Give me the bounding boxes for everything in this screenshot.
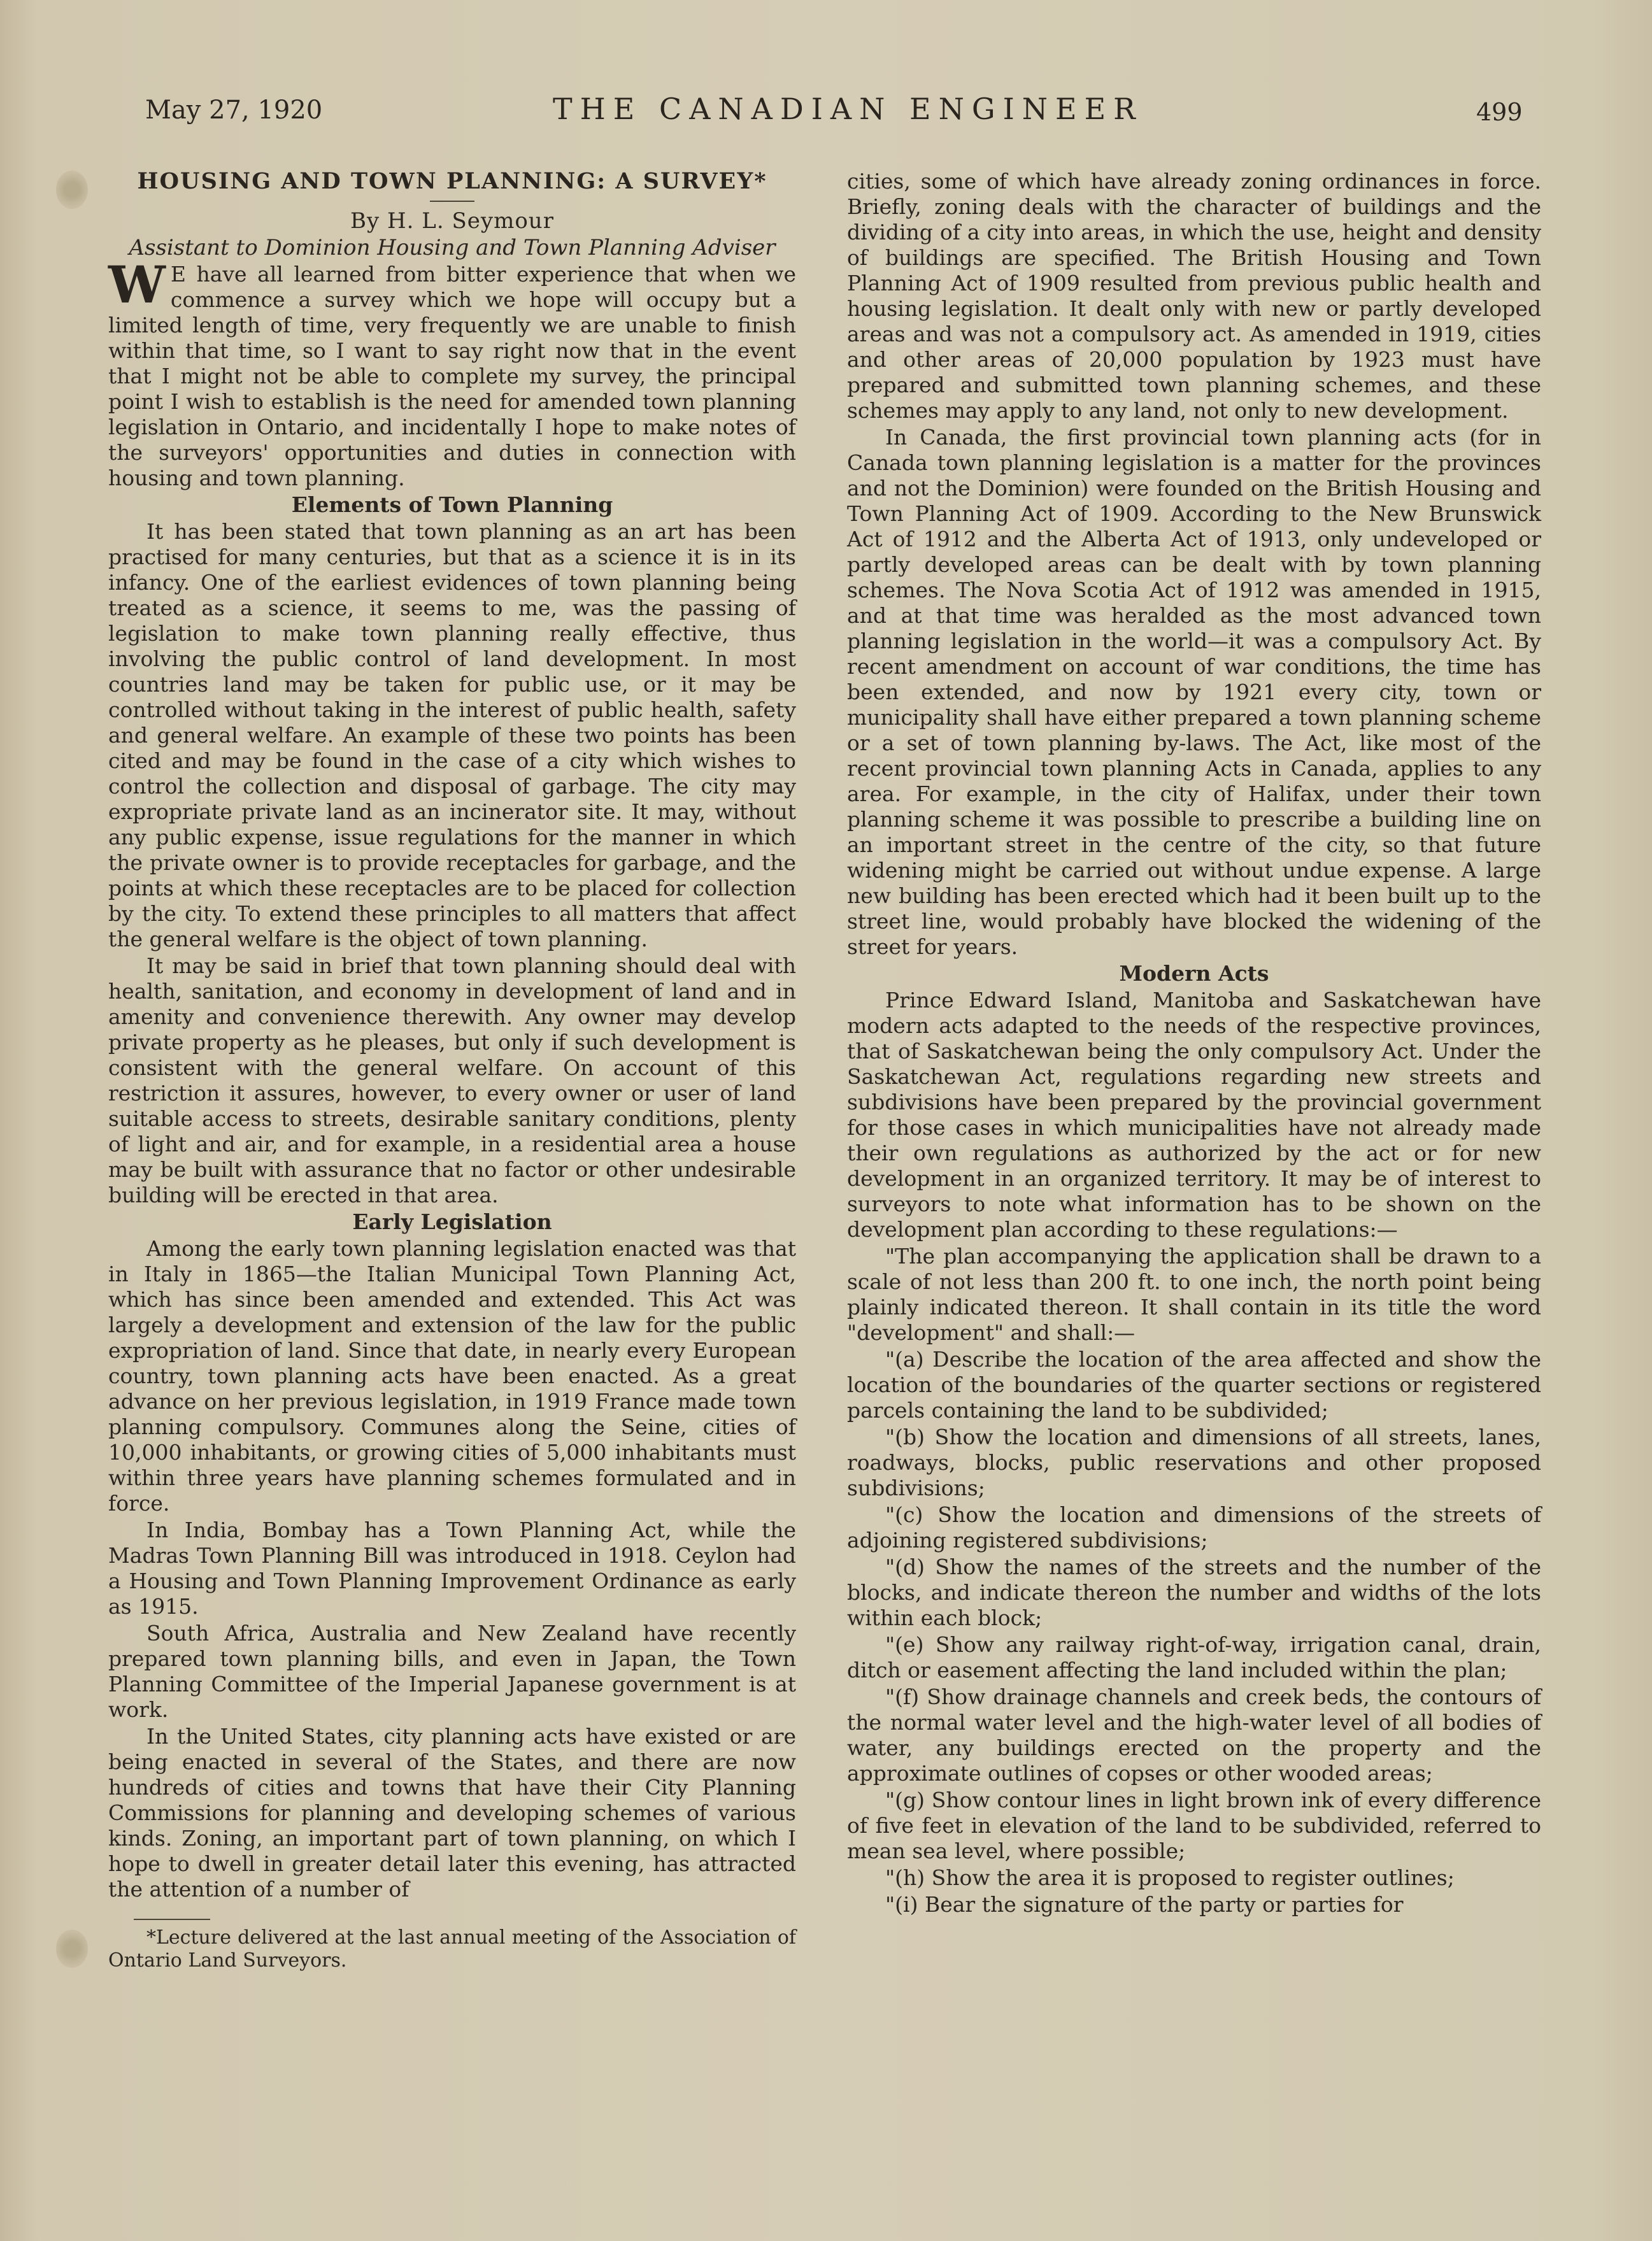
section-heading-early-legislation: Early Legislation <box>352 1209 552 1234</box>
drop-cap: W <box>108 255 166 315</box>
page-header <box>0 92 1652 140</box>
left-column <box>108 169 796 1974</box>
intro-text: E have all learned from bitter experience that when we commence a survey which we hope will occupy but a limited length of time, very frequently we are unable to finish within that time, so I want to say right now that in the event that I might not be able to complete my survey, the principal point I wish to establish is the need for amended town planning legislation in Ontario, and incidentally I hope to make notes of the surveyors' opportunities and duties in connection with housing and town planning. <box>108 262 796 490</box>
regulation-item: "(g) Show contour lines in light brown ink of every difference of five feet in elevation of the land to be subdivided, referred to mean sea level, where possible; <box>847 1788 1541 1863</box>
section-heading-elements: Elements of Town Planning <box>291 492 613 517</box>
article-title: HOUSING AND TOWN PLANNING: A SURVEY* <box>137 168 767 194</box>
regulation-item: "(e) Show any railway right-of-way, irrigation canal, drain, ditch or easement affecting the land included within the plan; <box>847 1632 1541 1683</box>
paragraph: It may be said in brief that town planning should deal with health, sanitation, and economy in development of land and in amenity and convenience therewith. Any owner may develop private property as he pleases, but only if such development is consistent with the general welfare. On account of this restriction it assures, however, to every owner or user of land suitable access to streets, desirable sanitary conditions, plenty of light and air, and for example, in a residential area a house may be built with assurance that no factor or other undesirable building will be erected in that area. <box>108 953 796 1207</box>
paragraph: In Canada, the first provincial town planning acts (for in Canada town planning legislation is a matter for the provinces and not the Dominion) were founded on the British Housing and Town Planning Act of 1909. According to the New Brunswick Act of 1912 and the Alberta Act of 1913, only undeveloped or partly developed areas can be dealt with by town planning schemes. The Nova Scotia Act of 1912 was amended in 1915, and at that time was heralded as the most advanced town planning legislation in the world—it was a compulsory Act. By recent amendment on account of war conditions, the time has been extended, and now by 1921 every city, town or municipality shall have either prepared a town planning scheme or a set of town planning by-laws. The Act, like most of the recent provincial town planning Acts in Canada, applies to any area. For example, in the city of Halifax, under their town planning scheme it was possible to prescribe a building line on an important street in the centre of the city, so that future widening might be carried out without undue expense. A large new building has been erected which had it been built up to the street line, would probably have blocked the widening of the street for years. <box>847 425 1541 959</box>
regulation-item: "(b) Show the location and dimensions of all streets, lanes, roadways, blocks, public reservations and other proposed subdivisions; <box>847 1425 1541 1500</box>
paragraph: In India, Bombay has a Town Planning Act, while the Madras Town Planning Bill was introduced in 1918. Ceylon had a Housing and Town Planning Improvement Ordinance as early as 1915. <box>108 1518 796 1619</box>
regulation-item: "(h) Show the area it is proposed to register outlines; <box>885 1865 1455 1890</box>
paragraph: It has been stated that town planning as an art has been practised for many centuries, but that as a science it is in its infancy. One of the earliest evidences of town planning being treated as a science, it seems to me, was the passing of legislation to make town planning really effective, thus involving the public control of land development. In most countries land may be taken for public use, or it may be controlled without taking in the interest of public health, safety and general welfare. An example of these two points has been cited and may be found in the case of a city which wishes to control the collection and disposal of garbage. The city may expropriate private land as an incinerator site. It may, without any public expense, issue regulations for the manner in which the private owner is to provide receptacles for garbage, and the points at which these receptacles are to be placed for collection by the city. To extend these principles to all matters that affect the general welfare is the object of town planning. <box>108 519 796 951</box>
footnote-rule <box>134 1919 210 1920</box>
footnote: *Lecture delivered at the last annual meeting of the Association of Ontario Land Surveyors. <box>108 1926 796 1972</box>
regulation-item: "(c) Show the location and dimensions of the streets of adjoining registered subdivisions; <box>847 1502 1541 1553</box>
binding-hole-bottom <box>56 1930 88 1968</box>
paragraph: Prince Edward Island, Manitoba and Saskatchewan have modern acts adapted to the needs of the respective provinces, that of Saskatchewan being the only compulsory Act. Under the Saskatchewan Act, regulations regarding new streets and subdivisions have been prepared by the provincial government for those cases in which municipalities have not already made their own regulations as authorized by the act or for new development in an organized territory. It may be of interest to surveyors to note what information has to be shown on the development plan according to these regulations:— <box>847 988 1541 1242</box>
journal-title: THE CANADIAN ENGINEER <box>553 92 1143 126</box>
intro-paragraph <box>108 255 796 491</box>
title-rule <box>430 201 474 202</box>
section-heading-modern-acts: Modern Acts <box>1119 961 1269 986</box>
binding-hole-top <box>56 171 88 209</box>
regulation-item: "(d) Show the names of the streets and the number of the blocks, and indicate thereon the number and widths of the lots within each block; <box>847 1554 1541 1630</box>
regulation-item: "(f) Show drainage channels and creek beds, the contours of the normal water level and the high-water level of all bodies of water, any buildings erected on the property and the approximate outlines of copses or other wooded areas; <box>847 1684 1541 1786</box>
issue-date: May 27, 1920 <box>145 96 323 125</box>
regulation-item: "(a) Describe the location of the area affected and show the location of the boundaries of the quarter sections or registered parcels containing the land to be subdivided; <box>847 1347 1541 1423</box>
paragraph-continued: cities, some of which have already zoning ordinances in force. Briefly, zoning deals with the character of buildings and the dividing of a city into areas, in which the use, height and density of buildings are specified. The British Housing and Town Planning Act of 1909 resulted from previous public health and housing legislation. It dealt only with new or partly developed areas and was not a compulsory act. As amended in 1919, cities and other areas of 20,000 population by 1923 must have prepared and submitted town planning schemes, and these schemes may apply to any land, not only to new development. <box>847 169 1541 423</box>
regulation-quote: "The plan accompanying the application shall be drawn to a scale of not less than 200 ft. to one inch, the north point being plainly indicated thereon. It shall contain in its title the word "development" and shall:— <box>847 1244 1541 1345</box>
regulation-item: "(i) Bear the signature of the party or parties for <box>885 1892 1404 1917</box>
right-column <box>847 169 1541 1919</box>
paragraph: Among the early town planning legislation enacted was that in Italy in 1865—the Italian Municipal Town Planning Act, which has since been amended and extended. This Act was largely a development and extension of the law for the public expropriation of land. Since that date, in nearly every European country, town planning acts have been enacted. As a great advance on her previous legislation, in 1919 France made town planning compulsory. Communes along the Seine, cities of 10,000 inhabitants, or growing cities of 5,000 inhabitants must within three years have planning schemes formulated and in force. <box>108 1236 796 1516</box>
page-number: 499 <box>1476 98 1523 126</box>
paragraph: In the United States, city planning acts have existed or are being enacted in several of the States, and there are now hundreds of cities and towns that have their City Planning Commissions for planning and developing schemes of various kinds. Zoning, an important part of town planning, on which I hope to dwell in greater detail later this evening, has attracted the attention of a number of <box>108 1724 796 1902</box>
paragraph: South Africa, Australia and New Zealand have recently prepared town planning bills, and even in Japan, the Town Planning Committee of the Imperial Japanese government is at work. <box>108 1621 796 1722</box>
byline: By H. L. Seymour <box>350 208 554 234</box>
author-affiliation: Assistant to Dominion Housing and Town Planning Adviser <box>129 235 776 260</box>
